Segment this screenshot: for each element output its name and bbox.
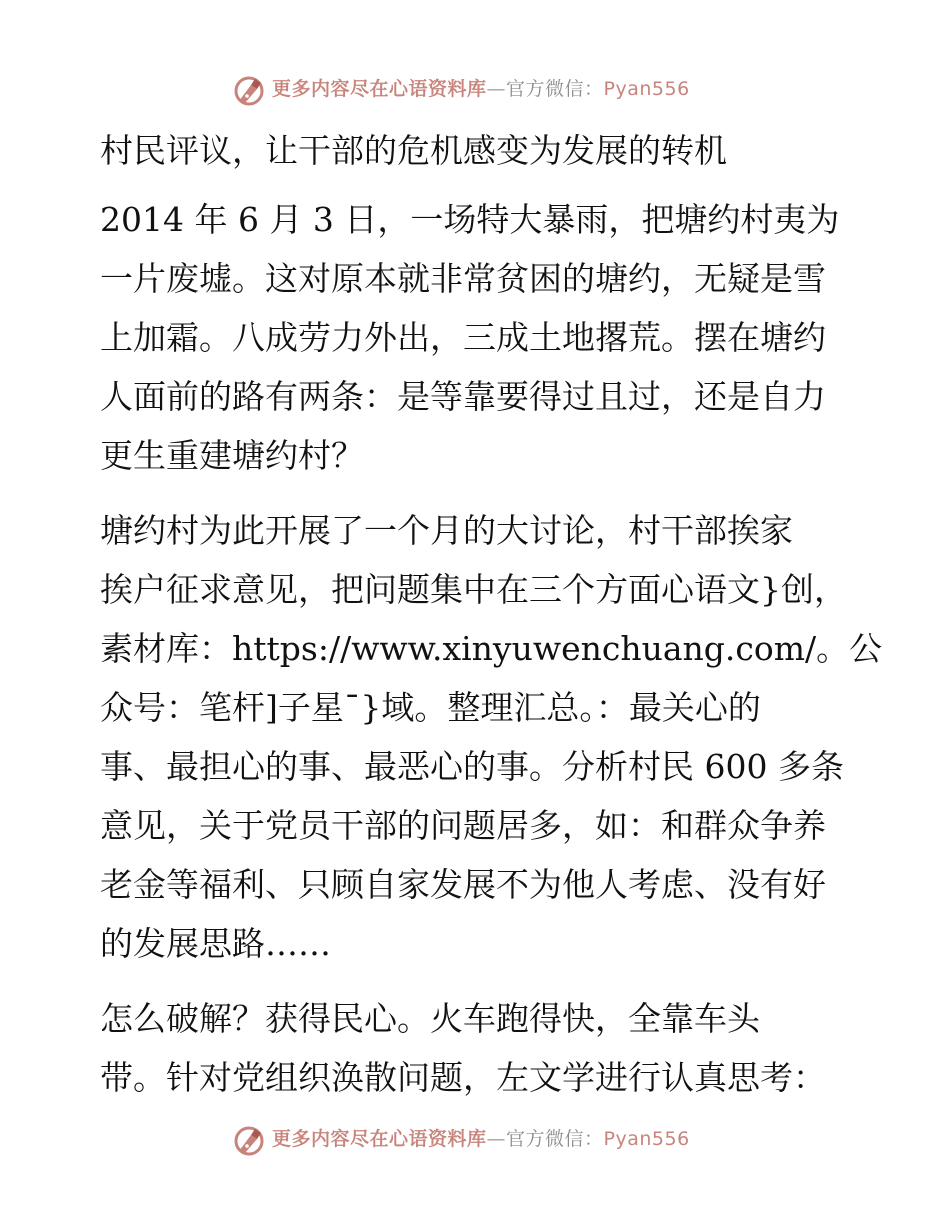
watermark-wechat-id: Pyan556 (603, 78, 690, 100)
text-line: 上加霜。八成劳力外出，三成土地撂荒。摆在塘约 (100, 318, 826, 357)
text-line-with-url: 素材库：https://www.xinyuwenchuang.com/。公 (100, 629, 883, 668)
watermark-text (272, 76, 690, 102)
watermark-site-name: 更多内容尽在心语资料库 (272, 78, 487, 100)
watermark-wechat-id: Pyan556 (603, 1128, 690, 1150)
text-line: 带。针对党组织涣散问题，左文学进行认真思考： (100, 1058, 826, 1097)
text-line: 挨户征求意见，把问题集中在三个方面心语文}创， (100, 570, 847, 609)
text-line: 意见，关于党员干部的问题居多，如：和群众争养 (100, 806, 826, 845)
text-line: 更生重建塘约村？ (100, 436, 364, 475)
text-line: 事、最担心的事、最恶心的事。分析村民 600 多条 (100, 747, 844, 786)
text-line: 的发展思路…… (100, 924, 331, 963)
text-line: 怎么破解？获得民心。火车跑得快，全靠车头 (100, 999, 760, 1038)
watermark-site-name: 更多内容尽在心语资料库 (272, 1128, 487, 1150)
paragraph-3 (100, 989, 860, 1107)
watermark-dash: — (486, 1128, 507, 1150)
text-line: 一片废墟。这对原本就非常贫困的塘约，无疑是雪 (100, 259, 826, 298)
text-line: 众号：笔杆]子星¯}域。整理汇总。：最关心的 (100, 688, 761, 727)
text-line: 塘约村为此开展了一个月的大讨论，村干部挨家 (100, 511, 793, 550)
paragraph-2 (100, 501, 883, 973)
watermark-dash: — (486, 78, 507, 100)
watermark-wechat-label: 官方微信： (506, 78, 604, 100)
pen-nib-logo-icon (232, 1124, 266, 1158)
footer-watermark-banner (0, 1120, 950, 1160)
watermark-wechat-label: 官方微信： (506, 1128, 604, 1150)
article-title: 村民评议，让干部的危机感变为发展的转机 (100, 131, 727, 170)
text-line: 老金等福利、只顾自家发展不为他人考虑、没有好 (100, 865, 826, 904)
text-line: 2014 年 6 月 3 日，一场特大暴雨，把塘约村夷为 (100, 200, 840, 239)
paragraph-1 (100, 190, 860, 485)
text-line: 人面前的路有两条：是等靠要得过且过，还是自力 (100, 377, 826, 416)
watermark-text (272, 1126, 690, 1152)
document-body (100, 122, 883, 1123)
pen-nib-logo-icon (232, 74, 266, 108)
header-watermark-banner (0, 70, 950, 110)
